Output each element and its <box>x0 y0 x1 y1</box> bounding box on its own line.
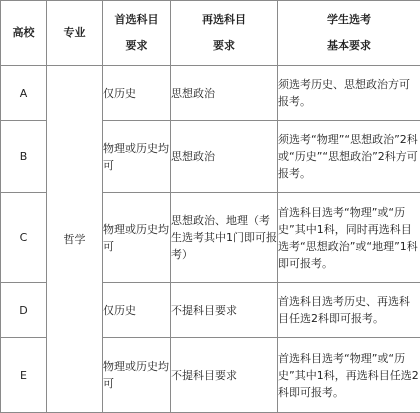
school-cell: E <box>1 338 47 413</box>
requirement-cell: 须选考历史、思想政治方可报考。 <box>278 66 420 121</box>
second-subject-cell: 思想政治 <box>171 66 278 121</box>
table-row <box>1 66 420 121</box>
first-subject-cell: 物理或历史均可 <box>103 121 171 193</box>
header-school: 高校 <box>1 1 47 66</box>
header-major: 专业 <box>47 1 103 66</box>
header-first-subject-line2: 要求 <box>125 39 148 52</box>
header-first-subject <box>103 1 171 66</box>
first-subject-cell: 物理或历史均可 <box>103 193 171 283</box>
second-subject-cell: 不提科目要求 <box>171 338 278 413</box>
header-requirement <box>278 1 420 66</box>
school-cell: B <box>1 121 47 193</box>
requirement-cell: 首选科目选考“物理”或“历史”其中1科，同时再选科目选考“思想政治”或“地理”1科即可报考。 <box>278 193 420 283</box>
second-subject-cell: 思想政治、地理（考生选考其中1门即可报考） <box>171 193 278 283</box>
header-second-subject <box>171 1 278 66</box>
second-subject-cell: 不提科目要求 <box>171 283 278 338</box>
major-cell: 哲学 <box>47 66 103 413</box>
first-subject-cell: 物理或历史均可 <box>103 338 171 413</box>
header-second-subject-line2: 要求 <box>213 39 235 52</box>
school-cell: D <box>1 283 47 338</box>
second-subject-cell: 思想政治 <box>171 121 278 193</box>
header-first-subject-line1: 首选科目 <box>114 13 159 26</box>
requirement-cell: 首选科目选考“物理”或“历史”其中1科，再选科目任选2科即可报考。 <box>278 338 420 413</box>
school-cell: A <box>1 66 47 121</box>
header-row <box>1 1 420 66</box>
header-requirement-line1: 学生选考 <box>327 13 371 26</box>
requirement-cell: 须选考“物理”“思想政治”2科或“历史”“思想政治”2科方可报考。 <box>278 121 420 193</box>
header-requirement-line2: 基本要求 <box>327 39 371 52</box>
first-subject-cell: 仅历史 <box>103 66 171 121</box>
first-subject-cell: 仅历史 <box>103 283 171 338</box>
school-cell: C <box>1 193 47 283</box>
requirement-cell: 首选科目选考历史、再选科目任选2科即可报考。 <box>278 283 420 338</box>
header-second-subject-line1: 再选科目 <box>202 13 246 26</box>
